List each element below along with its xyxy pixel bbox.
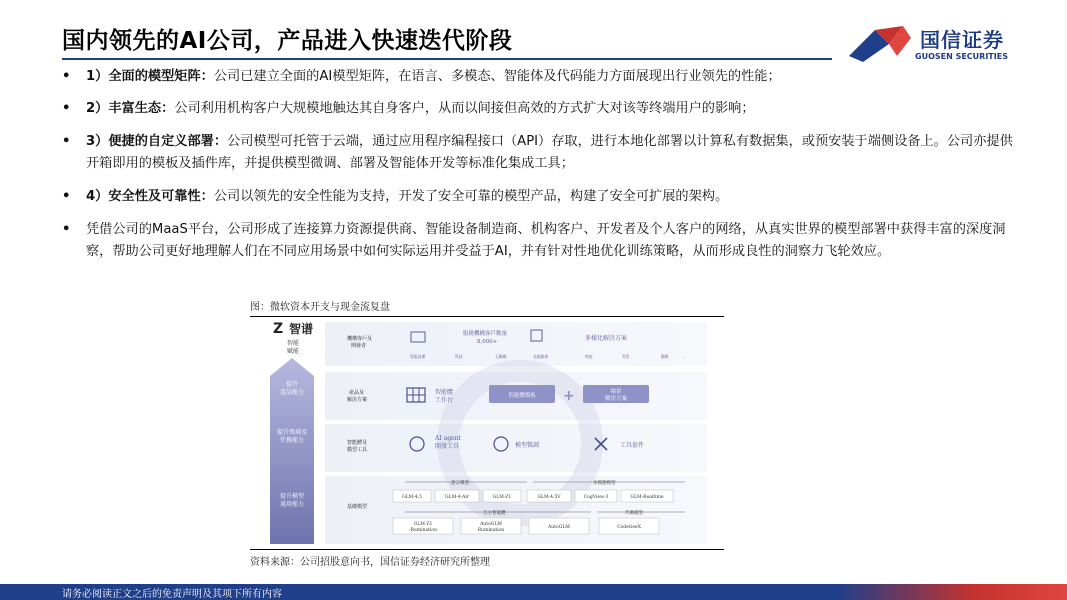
row1-label-line2: 開發者: [351, 343, 367, 349]
arrow-label-product-line1: 提升: [285, 381, 299, 388]
group-code-models: 代碼模型: [625, 511, 643, 516]
group-language-models: 語言模型: [451, 481, 469, 486]
customers-count-title: 服務機構客戶數量: [463, 331, 508, 337]
brand-subtitle-2: 赋能: [287, 348, 300, 355]
agent-dev-tool-line2: 開發工具: [435, 443, 460, 450]
customer-segment: 醫療: [661, 354, 669, 359]
model-name: GLM-Z1: [492, 495, 512, 500]
workbench-line2: 工作台: [435, 397, 454, 404]
model-name-line2: -Rumination: [409, 528, 437, 533]
bullet-body: 公司以领先的安全性能为支持，开发了安全可靠的模型产品，构建了安全可扩展的架构。: [213, 189, 729, 204]
plus-icon: +: [563, 388, 575, 404]
guosen-logo-mark-icon: [845, 22, 915, 64]
toolkit-label: 工具套件: [620, 442, 645, 449]
brand-subtitle-1: 智能: [287, 340, 300, 347]
model-finetune-label: 模型微調: [515, 442, 540, 449]
bullet-dot: •: [62, 101, 71, 116]
guosen-logo: [845, 22, 1025, 64]
agent-template-label: 智能體模板: [508, 393, 536, 399]
footer-bar: [0, 584, 1067, 600]
model-name: GLM-Realtime: [630, 495, 664, 500]
model-name: GLM-4.5: [402, 495, 422, 500]
group-autonomous-agents: 自主智能體: [483, 511, 506, 516]
row4-label: 基礎模型: [347, 504, 368, 510]
zhipu-logo-icon: Z: [273, 321, 284, 337]
bullet-dot: •: [62, 134, 71, 149]
footer-accent: [837, 584, 1067, 600]
bullet-heading: 4）安全性及可靠性：: [86, 189, 214, 204]
customer-segment: 互聯網: [495, 354, 507, 359]
row2-label-line2: 解決方案: [347, 397, 368, 403]
row-customers-bg: [325, 322, 707, 366]
bullet-body: 凭借公司的MaaS平台，公司形成了连接算力资源提供商、智能设备制造商、机构客户、开发者及个人客户的网络，从真实世界的模型部署中获得丰富的深度洞察，帮助公司更好地理解人们在不同应用场景中如何实际运用并受益于AI，并有针对性地优化训练策略，从而形成良性的洞察力飞轮效应。: [86, 222, 1006, 259]
scenario-solution-line2: 解決方案: [604, 396, 628, 402]
customer-segment: …: [683, 354, 687, 359]
bullet-heading: 3）便捷的自定义部署：: [86, 134, 228, 149]
group-multimodal-models: 多模態模型: [593, 481, 616, 486]
logo-chinese-name: 国信证券: [920, 28, 1004, 52]
customer-segment: 金融服務: [533, 354, 549, 359]
agent-dev-tool-line1: AI agent: [435, 435, 461, 442]
model-name-line1: AutoGLM: [480, 522, 502, 527]
figure-caption: 图：微软资本开支与现金流复盘: [250, 302, 390, 313]
arrow-label-domain-line1: 提升領域及: [276, 429, 308, 436]
model-name: CogView-3: [583, 495, 609, 500]
workbench-line1: 智能體: [435, 389, 454, 396]
solutions-title: 多樣化解決方案: [585, 335, 628, 342]
bullet-body: 公司模型可托管于云端，通过应用程序编程接口（API）存取，进行本地化部署以计算私有数据集，或预安装于端侧设备上。公司亦提供开箱即用的模板及插件库，并提供模型微调、部署及智能体开发等标准化集成工具；: [86, 134, 1013, 171]
footer-disclaimer: 请务必阅读正文之后的免责声明及其项下所有内容: [62, 589, 282, 600]
customer-segment: 物流: [585, 354, 593, 359]
model-name: GLM-4-Air: [445, 495, 469, 500]
customer-segment: 科技: [455, 354, 463, 359]
zhipu-brand: [273, 321, 313, 355]
scenario-solution-line1: 場景: [610, 389, 622, 395]
title-underline: [62, 58, 832, 60]
bullet-dot: •: [62, 69, 71, 84]
zhipu-architecture-diagram: [265, 318, 710, 546]
bullet-heading: 2）丰富生态：: [86, 101, 175, 116]
bullet-dot: •: [62, 189, 71, 204]
model-name: CodeGeeX: [617, 525, 641, 530]
figure-bottom-rule: [250, 549, 724, 550]
page-title: 国内领先的AI公司，产品进入快速迭代阶段: [62, 28, 513, 54]
model-name-line1: GLM-Z1: [413, 522, 433, 527]
customer-segment: 零售: [622, 354, 630, 359]
bullet-dot: •: [62, 222, 71, 237]
model-name: GLM-4.5V: [537, 495, 561, 500]
row2-label-line1: 產品及: [349, 390, 365, 396]
arrow-label-product-line2: 產品能力: [279, 389, 305, 396]
brand-name: 智谱: [289, 322, 314, 336]
row3-label-line1: 智能體及: [347, 440, 368, 446]
row3-label-line2: 模型工具: [347, 447, 368, 453]
model-name-line2: Rumination: [477, 528, 505, 533]
logo-english-name: GUOSEN SECURITIES: [915, 52, 1008, 61]
model-name: AutoGLM: [548, 525, 570, 530]
arrow-label-general-line1: 提升模型: [279, 493, 305, 500]
bullet-body: 公司已建立全面的AI模型矩阵，在语言、多模态、智能体及代码能力方面展现出行业领先的性能；: [213, 69, 781, 84]
capability-arrow: [270, 358, 314, 544]
arrow-label-domain-line2: 任務能力: [279, 437, 305, 444]
customers-count-value: 8,000+: [477, 339, 498, 345]
customer-segment: 智能設備: [410, 354, 426, 359]
bullet-heading: 1）全面的模型矩阵：: [86, 69, 214, 84]
bullet-body: 公司利用机构客户大规模地触达其自身客户，从而以间接但高效的方式扩大对该等终端用户的影响；: [174, 101, 755, 116]
figure-top-rule: [250, 316, 724, 317]
figure-source: 资料来源：公司招股意向书，国信证券经济研究所整理: [250, 557, 490, 568]
row1-label-line1: 機構客戶及: [347, 336, 373, 342]
arrow-label-general-line2: 通用能力: [279, 501, 305, 508]
